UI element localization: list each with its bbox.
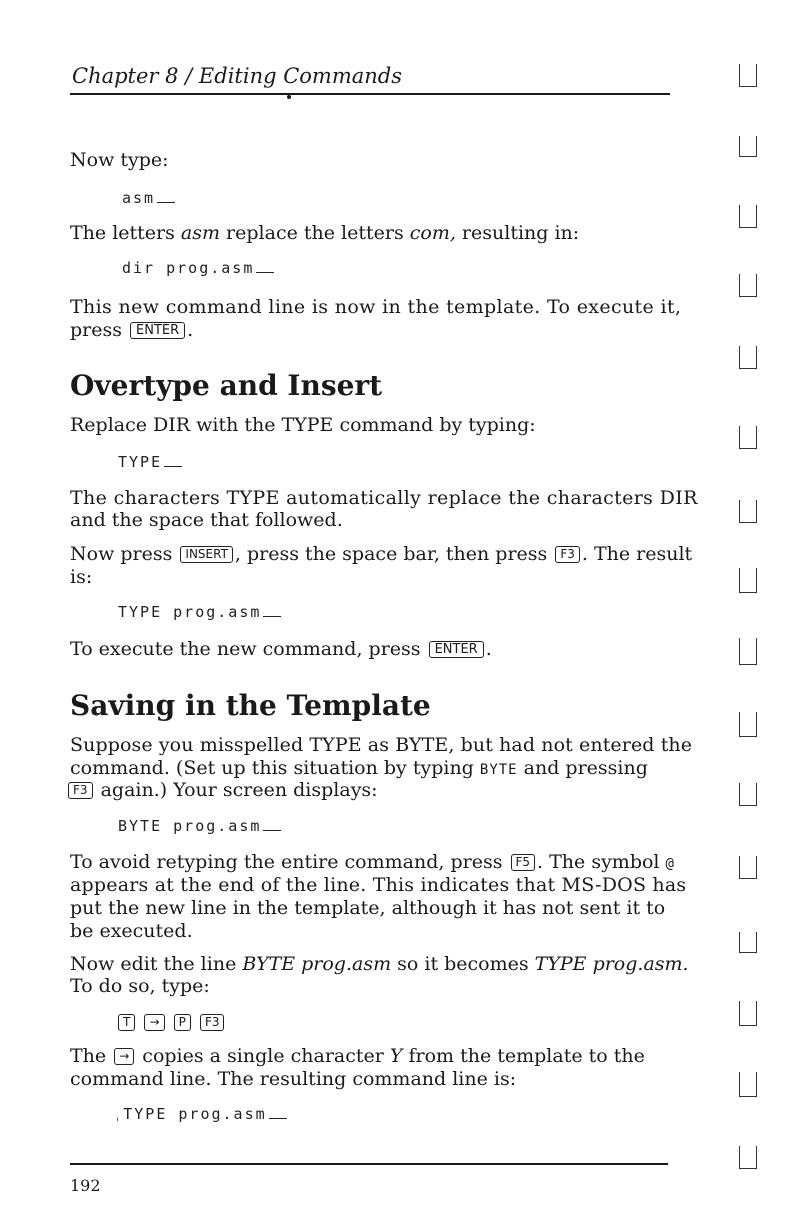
binding-mark xyxy=(739,932,757,953)
cursor-mark xyxy=(263,829,281,831)
paragraph-now-press-2: is: xyxy=(70,566,93,588)
rule-dot xyxy=(287,95,291,99)
code-line-dir xyxy=(122,259,274,277)
paragraph-misspelled-2: command. (Set up this situation by typing BYTE and pressing xyxy=(70,757,648,779)
f3-key: F3 xyxy=(200,1014,225,1031)
paragraph-copies-1: The → copies a single character Y from the template to the xyxy=(70,1045,645,1067)
binding-mark xyxy=(739,1146,757,1169)
heading-overtype-insert: Overtype and Insert xyxy=(70,369,383,402)
paragraph-copies-2: command line. The resulting command line is: xyxy=(70,1068,517,1090)
code-text: dir prog.asm xyxy=(122,259,255,277)
code-text: TYPE xyxy=(118,453,163,471)
paragraph-avoid-retyping-1: To avoid retyping the entire command, press F5 . The symbol @ xyxy=(70,851,675,873)
paragraph-avoid-retyping-4: be executed. xyxy=(70,920,193,942)
binding-mark xyxy=(739,274,757,297)
paragraph-letters-replace: The letters asm replace the letters com, resulting in: xyxy=(70,222,580,244)
paragraph-edit-line-1: Now edit the line BYTE prog.asm so it becomes TYPE prog.asm. xyxy=(70,953,689,975)
paragraph-edit-line-2: To do so, type: xyxy=(70,975,210,997)
code-line-type-final xyxy=(114,1105,287,1123)
code-text: asm xyxy=(122,189,156,207)
key-sequence xyxy=(116,1013,226,1032)
footer-rule xyxy=(70,1163,668,1165)
paragraph-replace-dir: Replace DIR with the TYPE command by typing: xyxy=(70,414,536,436)
paragraph-avoid-retyping-2: appears at the end of the line. This indicates that MS-DOS has xyxy=(70,874,687,896)
right-arrow-key: → xyxy=(144,1014,164,1031)
paragraph-now-type: Now type: xyxy=(70,149,169,171)
binding-mark xyxy=(739,1072,757,1097)
at-symbol: @ xyxy=(665,856,675,872)
binding-mark xyxy=(739,638,757,665)
cursor-mark xyxy=(256,271,274,273)
paragraph-misspelled-3: F3 again.) Your screen displays: xyxy=(68,779,378,802)
binding-mark xyxy=(739,346,757,369)
page-number: 192 xyxy=(70,1176,101,1195)
binding-mark xyxy=(739,712,757,737)
cursor-mark xyxy=(164,465,182,467)
insert-key: INSERT xyxy=(180,546,233,563)
enter-key: ENTER xyxy=(429,641,484,658)
paragraph-now-press-1: Now press INSERT , press the space bar, then press F3 . The result xyxy=(70,543,693,565)
binding-mark xyxy=(739,64,757,87)
code-text: BYTE prog.asm xyxy=(118,817,262,835)
binding-mark xyxy=(739,205,757,228)
header-rule xyxy=(70,93,670,95)
paragraph-new-command-line-2: press ENTER . xyxy=(70,319,194,341)
code-line-type xyxy=(118,453,182,471)
code-text: TYPE prog.asm xyxy=(123,1105,267,1123)
cursor-mark xyxy=(263,615,281,617)
code-line-byte xyxy=(118,817,281,835)
right-arrow-key: → xyxy=(114,1048,134,1065)
binding-mark xyxy=(739,1001,757,1026)
code-line-type-prog xyxy=(118,603,281,621)
code-line-asm xyxy=(122,189,175,207)
code-text: TYPE prog.asm xyxy=(118,603,262,621)
binding-mark xyxy=(739,500,757,523)
f3-key: F3 xyxy=(555,546,580,563)
enter-key: ENTER xyxy=(130,322,185,339)
binding-mark xyxy=(739,856,757,879)
inline-code-byte: BYTE xyxy=(479,762,518,778)
paragraph-new-command-line-1: This new command line is now in the template. To execute it, xyxy=(70,296,682,318)
cursor-mark xyxy=(157,201,175,203)
paragraph-characters-type-2: and the space that followed. xyxy=(70,509,343,531)
binding-mark xyxy=(739,426,757,449)
paragraph-execute-new: To execute the new command, press ENTER . xyxy=(70,638,492,660)
chapter-title: Chapter 8 / Editing Commands xyxy=(72,64,403,88)
binding-mark xyxy=(739,783,757,806)
binding-mark xyxy=(739,136,757,157)
t-key: T xyxy=(118,1014,135,1031)
binding-mark xyxy=(739,568,757,593)
paragraph-misspelled-1: Suppose you misspelled TYPE as BYTE, but had not entered the xyxy=(70,734,693,756)
paragraph-characters-type-1: The characters TYPE automatically replace the characters DIR xyxy=(70,487,698,509)
cursor-mark xyxy=(269,1117,287,1119)
p-key: P xyxy=(174,1014,191,1031)
paragraph-avoid-retyping-3: put the new line in the template, although it has not sent it to xyxy=(70,897,666,919)
heading-saving-template: Saving in the Template xyxy=(70,689,431,722)
f3-key: F3 xyxy=(68,782,93,799)
f5-key: F5 xyxy=(511,854,536,871)
tick-mark: ˌ xyxy=(114,1108,124,1122)
